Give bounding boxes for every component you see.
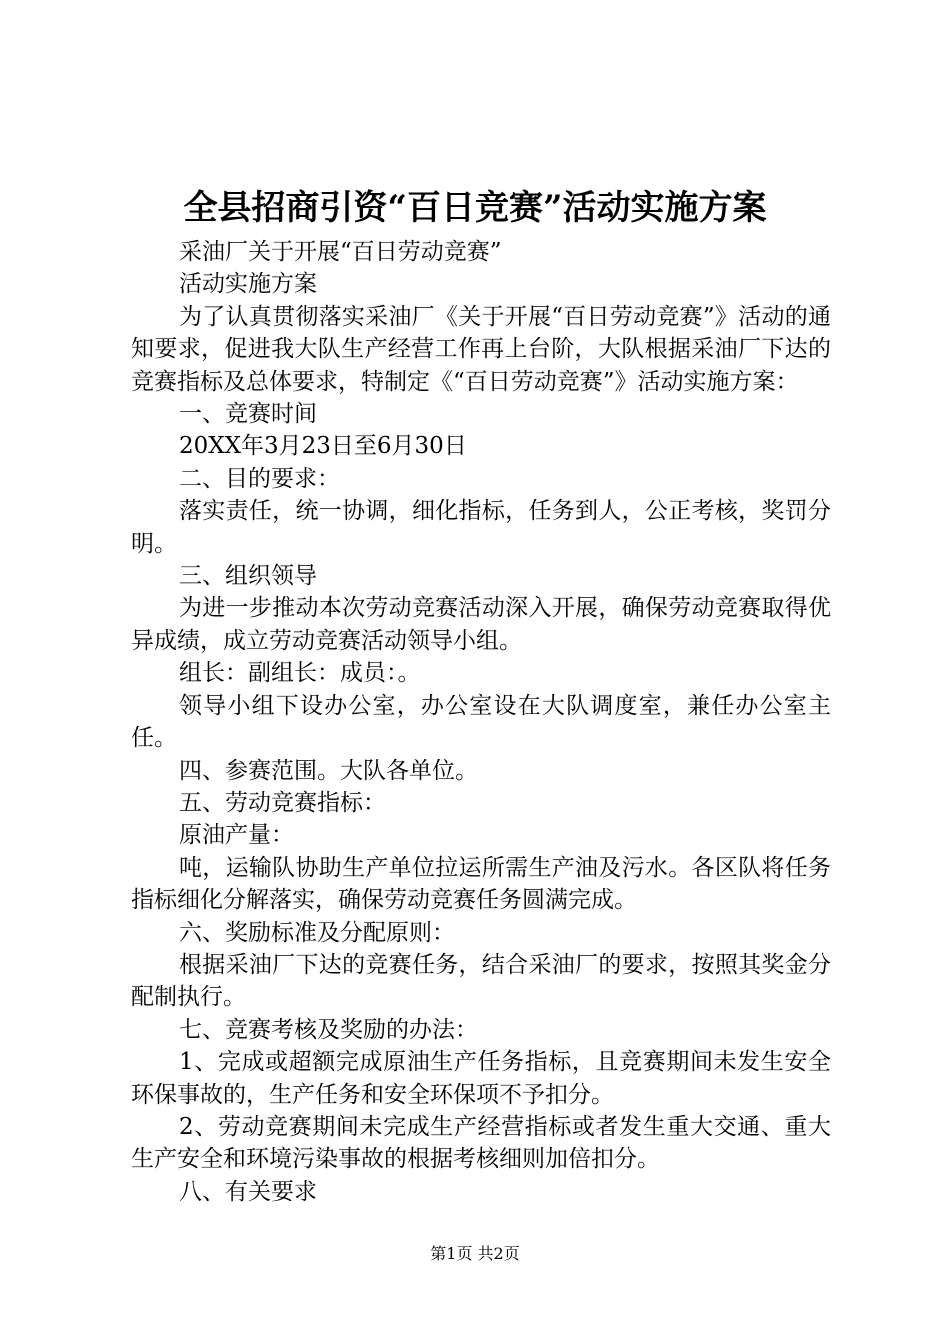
paragraph: 根据采油厂下达的竞赛任务，结合采油厂的要求，按照其奖金分配制执行。 — [131, 951, 831, 1011]
section-heading: 二、目的要求： — [179, 465, 340, 492]
section-heading: 三、组织领导 — [179, 563, 317, 590]
paragraph: 吨，运输队协助生产单位拉运所需生产油及污水。各区队将任务指标细化分解落实，确保劳动竞赛任务圆满完成。 — [131, 854, 831, 914]
page-footer: 第1页 共2页 — [430, 1244, 520, 1263]
section-heading: 四、参赛范围。大队各单位。 — [179, 757, 478, 784]
paragraph: 原油产量： — [179, 822, 294, 849]
section-heading: 一、竞赛时间 — [179, 401, 317, 428]
paragraph: 领导小组下设办公室，办公室设在大队调度室，兼任办公室主任。 — [131, 692, 831, 752]
paragraph: 活动实施方案 — [179, 271, 317, 298]
paragraph: 为了认真贯彻落实采油厂《关于开展“百日劳动竞赛”》活动的通知要求，促进我大队生产经营工作再上台阶，大队根据采油厂下达的竞赛指标及总体要求，特制定《“百日劳动竞赛”》活动实施方案： — [131, 303, 831, 395]
paragraph: 2、劳动竞赛期间未完成生产经营指标或者发生重大交通、重大生产安全和环境污染事故的根据考核细则加倍扣分。 — [131, 1113, 831, 1173]
document-title: 全县招商引资“百日竞赛”活动实施方案 — [183, 188, 767, 228]
paragraph: 20XX年3月23日至6月30日 — [179, 433, 467, 460]
paragraph: 采油厂关于开展“百日劳动竞赛” — [179, 239, 502, 265]
paragraph: 落实责任，统一协调，细化指标，任务到人，公正考核，奖罚分明。 — [131, 498, 831, 557]
section-heading: 六、奖励标准及分配原则： — [179, 919, 455, 946]
section-heading: 五、劳动竞赛指标： — [179, 789, 386, 816]
section-heading: 八、有关要求 — [179, 1178, 317, 1205]
paragraph: 1、完成或超额完成原油生产任务指标，且竞赛期间未发生安全环保事故的，生产任务和安全环保项不予扣分。 — [131, 1049, 831, 1108]
paragraph: 为进一步推动本次劳动竞赛活动深入开展，确保劳动竞赛取得优异成绩，成立劳动竞赛活动领导小组。 — [131, 595, 831, 654]
section-heading: 七、竞赛考核及奖励的办法： — [179, 1016, 478, 1043]
document-body — [131, 236, 831, 1208]
paragraph: 组长：副组长：成员：。 — [179, 660, 421, 687]
